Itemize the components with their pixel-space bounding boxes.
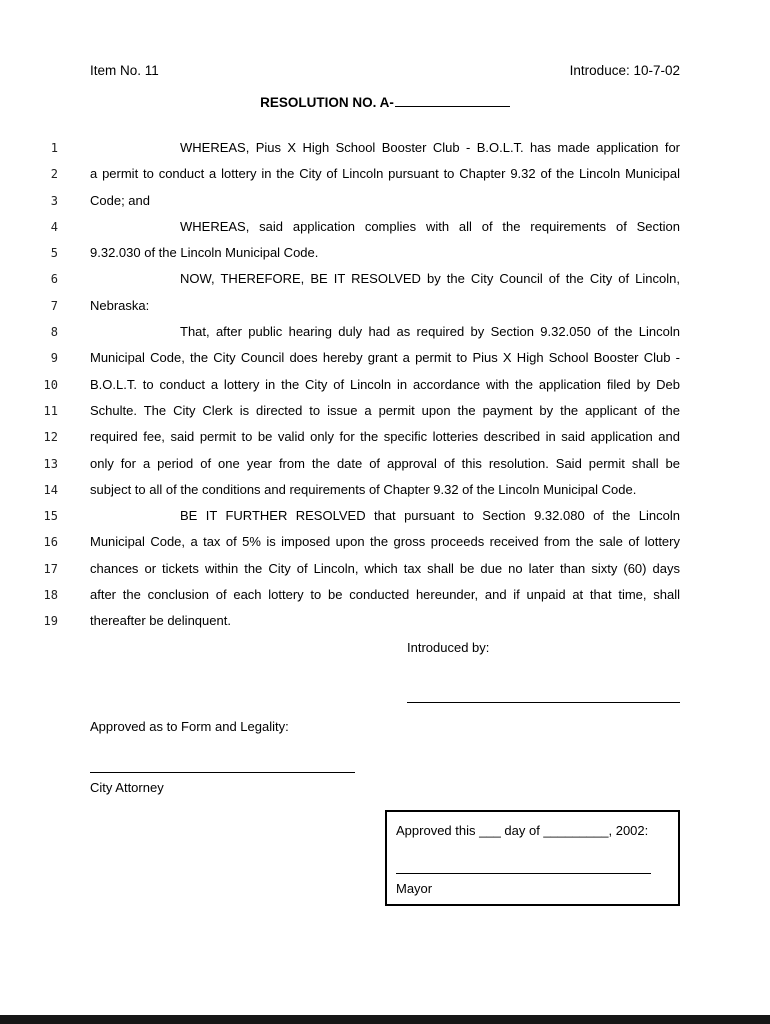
line-number: 14 xyxy=(43,482,58,497)
line-number: 15 xyxy=(43,509,58,524)
line-text: after the conclusion of each lottery to be conducted hereunder, and if unpaid at that time, shall xyxy=(90,587,680,603)
city-attorney-label: City Attorney xyxy=(90,780,164,795)
item-number: Item No. 11 xyxy=(90,63,159,78)
line-text: Nebraska: xyxy=(90,297,150,313)
approved-date-line: Approved this ___ day of _________, 2002: xyxy=(396,823,649,838)
text-line xyxy=(0,135,770,161)
text-line xyxy=(0,319,770,345)
line-text: 9.32.030 of the Lincoln Municipal Code. xyxy=(90,245,319,261)
line-text: WHEREAS, said application complies with all of the requirements of Section xyxy=(180,218,680,234)
line-number: 7 xyxy=(50,298,58,313)
text-line xyxy=(0,529,770,555)
line-text: thereafter be delinquent. xyxy=(90,613,231,629)
text-line xyxy=(0,214,770,240)
line-number: 13 xyxy=(43,456,58,471)
text-line xyxy=(0,608,770,634)
introduced-by-signature-line xyxy=(407,702,680,703)
line-text: only for a period of one year from the date of approval of this resolution. Said permit shall be xyxy=(90,455,680,471)
text-line xyxy=(0,240,770,266)
text-line xyxy=(0,161,770,187)
line-text: Code; and xyxy=(90,192,150,208)
line-text: subject to all of the conditions and requirements of Chapter 9.32 of the Lincoln Municipal Code. xyxy=(90,481,637,497)
text-line xyxy=(0,424,770,450)
line-text: Municipal Code, a tax of 5% is imposed upon the gross proceeds received from the sale of lottery xyxy=(90,534,680,550)
mayor-signature-line xyxy=(396,873,651,874)
text-line xyxy=(0,582,770,608)
line-number: 3 xyxy=(50,193,58,208)
text-line xyxy=(0,345,770,371)
line-text: WHEREAS, Pius X High School Booster Club - B.O.L.T. has made application for xyxy=(180,140,680,155)
line-number: 4 xyxy=(50,219,58,234)
line-number: 17 xyxy=(43,561,58,576)
resolution-title xyxy=(0,93,770,111)
line-text: a permit to conduct a lottery in the City of Lincoln pursuant to Chapter 9.32 of the Lincoln Municipal xyxy=(90,166,680,182)
mayor-label: Mayor xyxy=(396,881,433,896)
document-header xyxy=(90,63,680,79)
text-line xyxy=(0,266,770,292)
line-number: 6 xyxy=(50,272,58,287)
text-line xyxy=(0,188,770,214)
introduce-date: Introduce: 10-7-02 xyxy=(569,63,680,78)
line-number: 9 xyxy=(50,351,58,366)
body-lines xyxy=(0,135,770,635)
introduced-by-label: Introduced by: xyxy=(407,640,490,655)
line-number: 1 xyxy=(50,141,58,155)
line-text: NOW, THEREFORE, BE IT RESOLVED by the City Council of the City of Lincoln, xyxy=(180,271,680,287)
line-number: 11 xyxy=(43,403,58,418)
mayor-approval-box xyxy=(385,810,680,906)
scan-edge-strip xyxy=(0,1015,770,1024)
line-text: required fee, said permit to be valid only for the specific lotteries described in said application and xyxy=(90,429,680,445)
line-number: 16 xyxy=(43,535,58,550)
line-text: chances or tickets within the City of Lincoln, which tax shall be due no later than sixty (60) days xyxy=(90,560,680,576)
text-line xyxy=(0,503,770,529)
line-number: 10 xyxy=(43,377,58,392)
line-number: 2 xyxy=(50,167,58,182)
line-number: 12 xyxy=(43,430,58,445)
text-line xyxy=(0,451,770,477)
line-text: Municipal Code, the City Council does hereby grant a permit to Pius X High School Booster Club - xyxy=(90,350,680,366)
text-line xyxy=(0,293,770,319)
text-line xyxy=(0,556,770,582)
text-line xyxy=(0,477,770,503)
text-line xyxy=(0,398,770,424)
text-line xyxy=(0,372,770,398)
line-number: 5 xyxy=(50,246,58,261)
resolution-number-blank xyxy=(395,93,510,107)
line-text: That, after public hearing duly had as required by Section 9.32.050 of the Lincoln xyxy=(180,324,680,340)
approved-form-label: Approved as to Form and Legality: xyxy=(90,719,289,734)
line-number: 8 xyxy=(50,325,58,340)
line-text: BE IT FURTHER RESOLVED that pursuant to Section 9.32.080 of the Lincoln xyxy=(180,508,680,524)
line-text: Schulte. The City Clerk is directed to issue a permit upon the payment by the applicant of the xyxy=(90,402,680,418)
resolution-title-text: RESOLUTION NO. A- xyxy=(260,95,394,110)
line-text: B.O.L.T. to conduct a lottery in the City of Lincoln in accordance with the application filed by Deb xyxy=(90,376,680,392)
line-number: 19 xyxy=(43,614,58,629)
line-number: 18 xyxy=(43,588,58,603)
city-attorney-signature-line xyxy=(90,772,355,773)
